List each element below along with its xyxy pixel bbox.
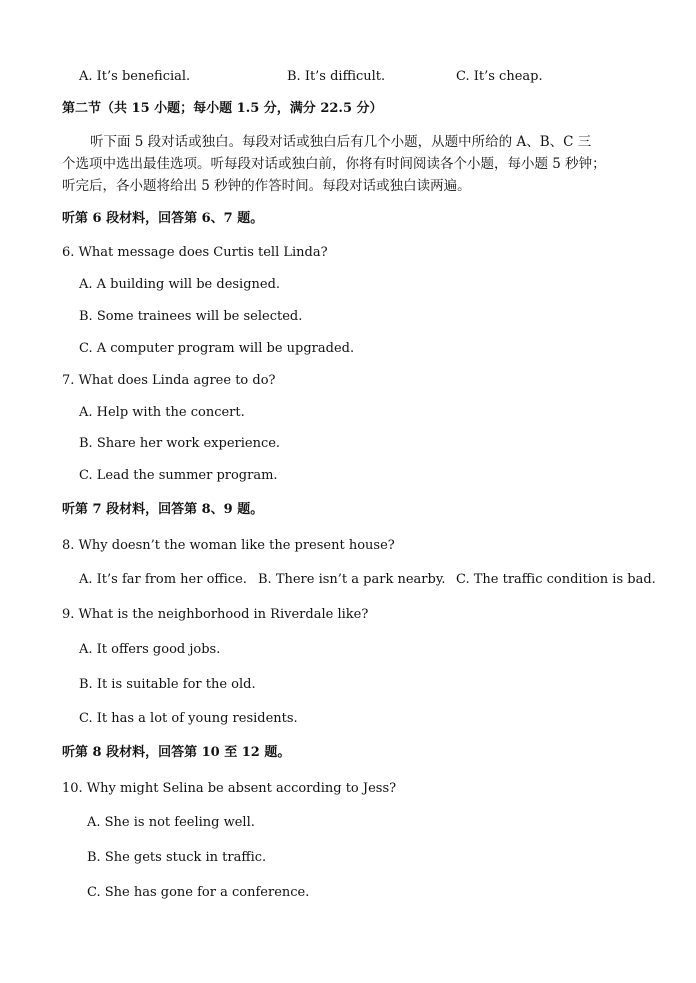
q9-stem: 9. What is the neighborhood in Riverdale like?: [62, 607, 369, 622]
q9-option-c: C. It has a lot of young residents.: [79, 711, 298, 726]
section2-heading: 第二节（共 15 小题；每小题 1.5 分，满分 22.5 分）: [62, 101, 383, 116]
q8-stem: 8. Why doesn’t the woman like the present house?: [62, 538, 395, 553]
q5-option-c: C. It’s cheap.: [456, 69, 543, 84]
section2-instructions: [62, 131, 637, 197]
q6-option-b: B. Some trainees will be selected.: [79, 309, 303, 324]
q5-option-b: B. It’s difficult.: [287, 69, 386, 84]
q5-option-a: A. It’s beneficial.: [79, 69, 191, 84]
q10-option-b: B. She gets stuck in traffic.: [87, 850, 267, 865]
material7-heading: 听第 7 段材料，回答第 8、9 题。: [62, 502, 264, 517]
material6-heading: 听第 6 段材料，回答第 6、7 题。: [62, 211, 264, 226]
q8-option-b: B. There isn’t a park nearby.: [258, 572, 446, 587]
instructions-line-1: 听下面 5 段对话或独白。每段对话或独白后有几个小题，从题中所给的 A、B、C 三: [90, 134, 592, 150]
q6-option-c: C. A computer program will be upgraded.: [79, 341, 355, 356]
q9-option-a: A. It offers good jobs.: [79, 642, 221, 657]
instructions-line-2: 个选项中选出最佳选项。听每段对话或独白前，你将有时间阅读各个小题，每小题 5 秒钟；: [62, 156, 606, 172]
q7-option-c: C. Lead the summer program.: [79, 468, 278, 483]
q8-option-c: C. The traffic condition is bad.: [456, 572, 656, 587]
q7-option-b: B. Share her work experience.: [79, 436, 281, 451]
material8-heading: 听第 8 段材料，回答第 10 至 12 题。: [62, 745, 291, 760]
q7-stem: 7. What does Linda agree to do?: [62, 373, 276, 388]
q8-option-a: A. It’s far from her office.: [79, 572, 247, 587]
q9-option-b: B. It is suitable for the old.: [79, 677, 256, 692]
q7-option-a: A. Help with the concert.: [79, 405, 245, 420]
instructions-line-3: 听完后，各小题将给出 5 秒钟的作答时间。每段对话或独白读两遍。: [62, 178, 471, 194]
q10-option-a: A. She is not feeling well.: [87, 815, 255, 830]
q6-stem: 6. What message does Curtis tell Linda?: [62, 245, 328, 260]
q10-stem: 10. Why might Selina be absent according to Jess?: [62, 781, 397, 796]
q10-option-c: C. She has gone for a conference.: [87, 885, 310, 900]
q6-option-a: A. A building will be designed.: [79, 277, 281, 292]
